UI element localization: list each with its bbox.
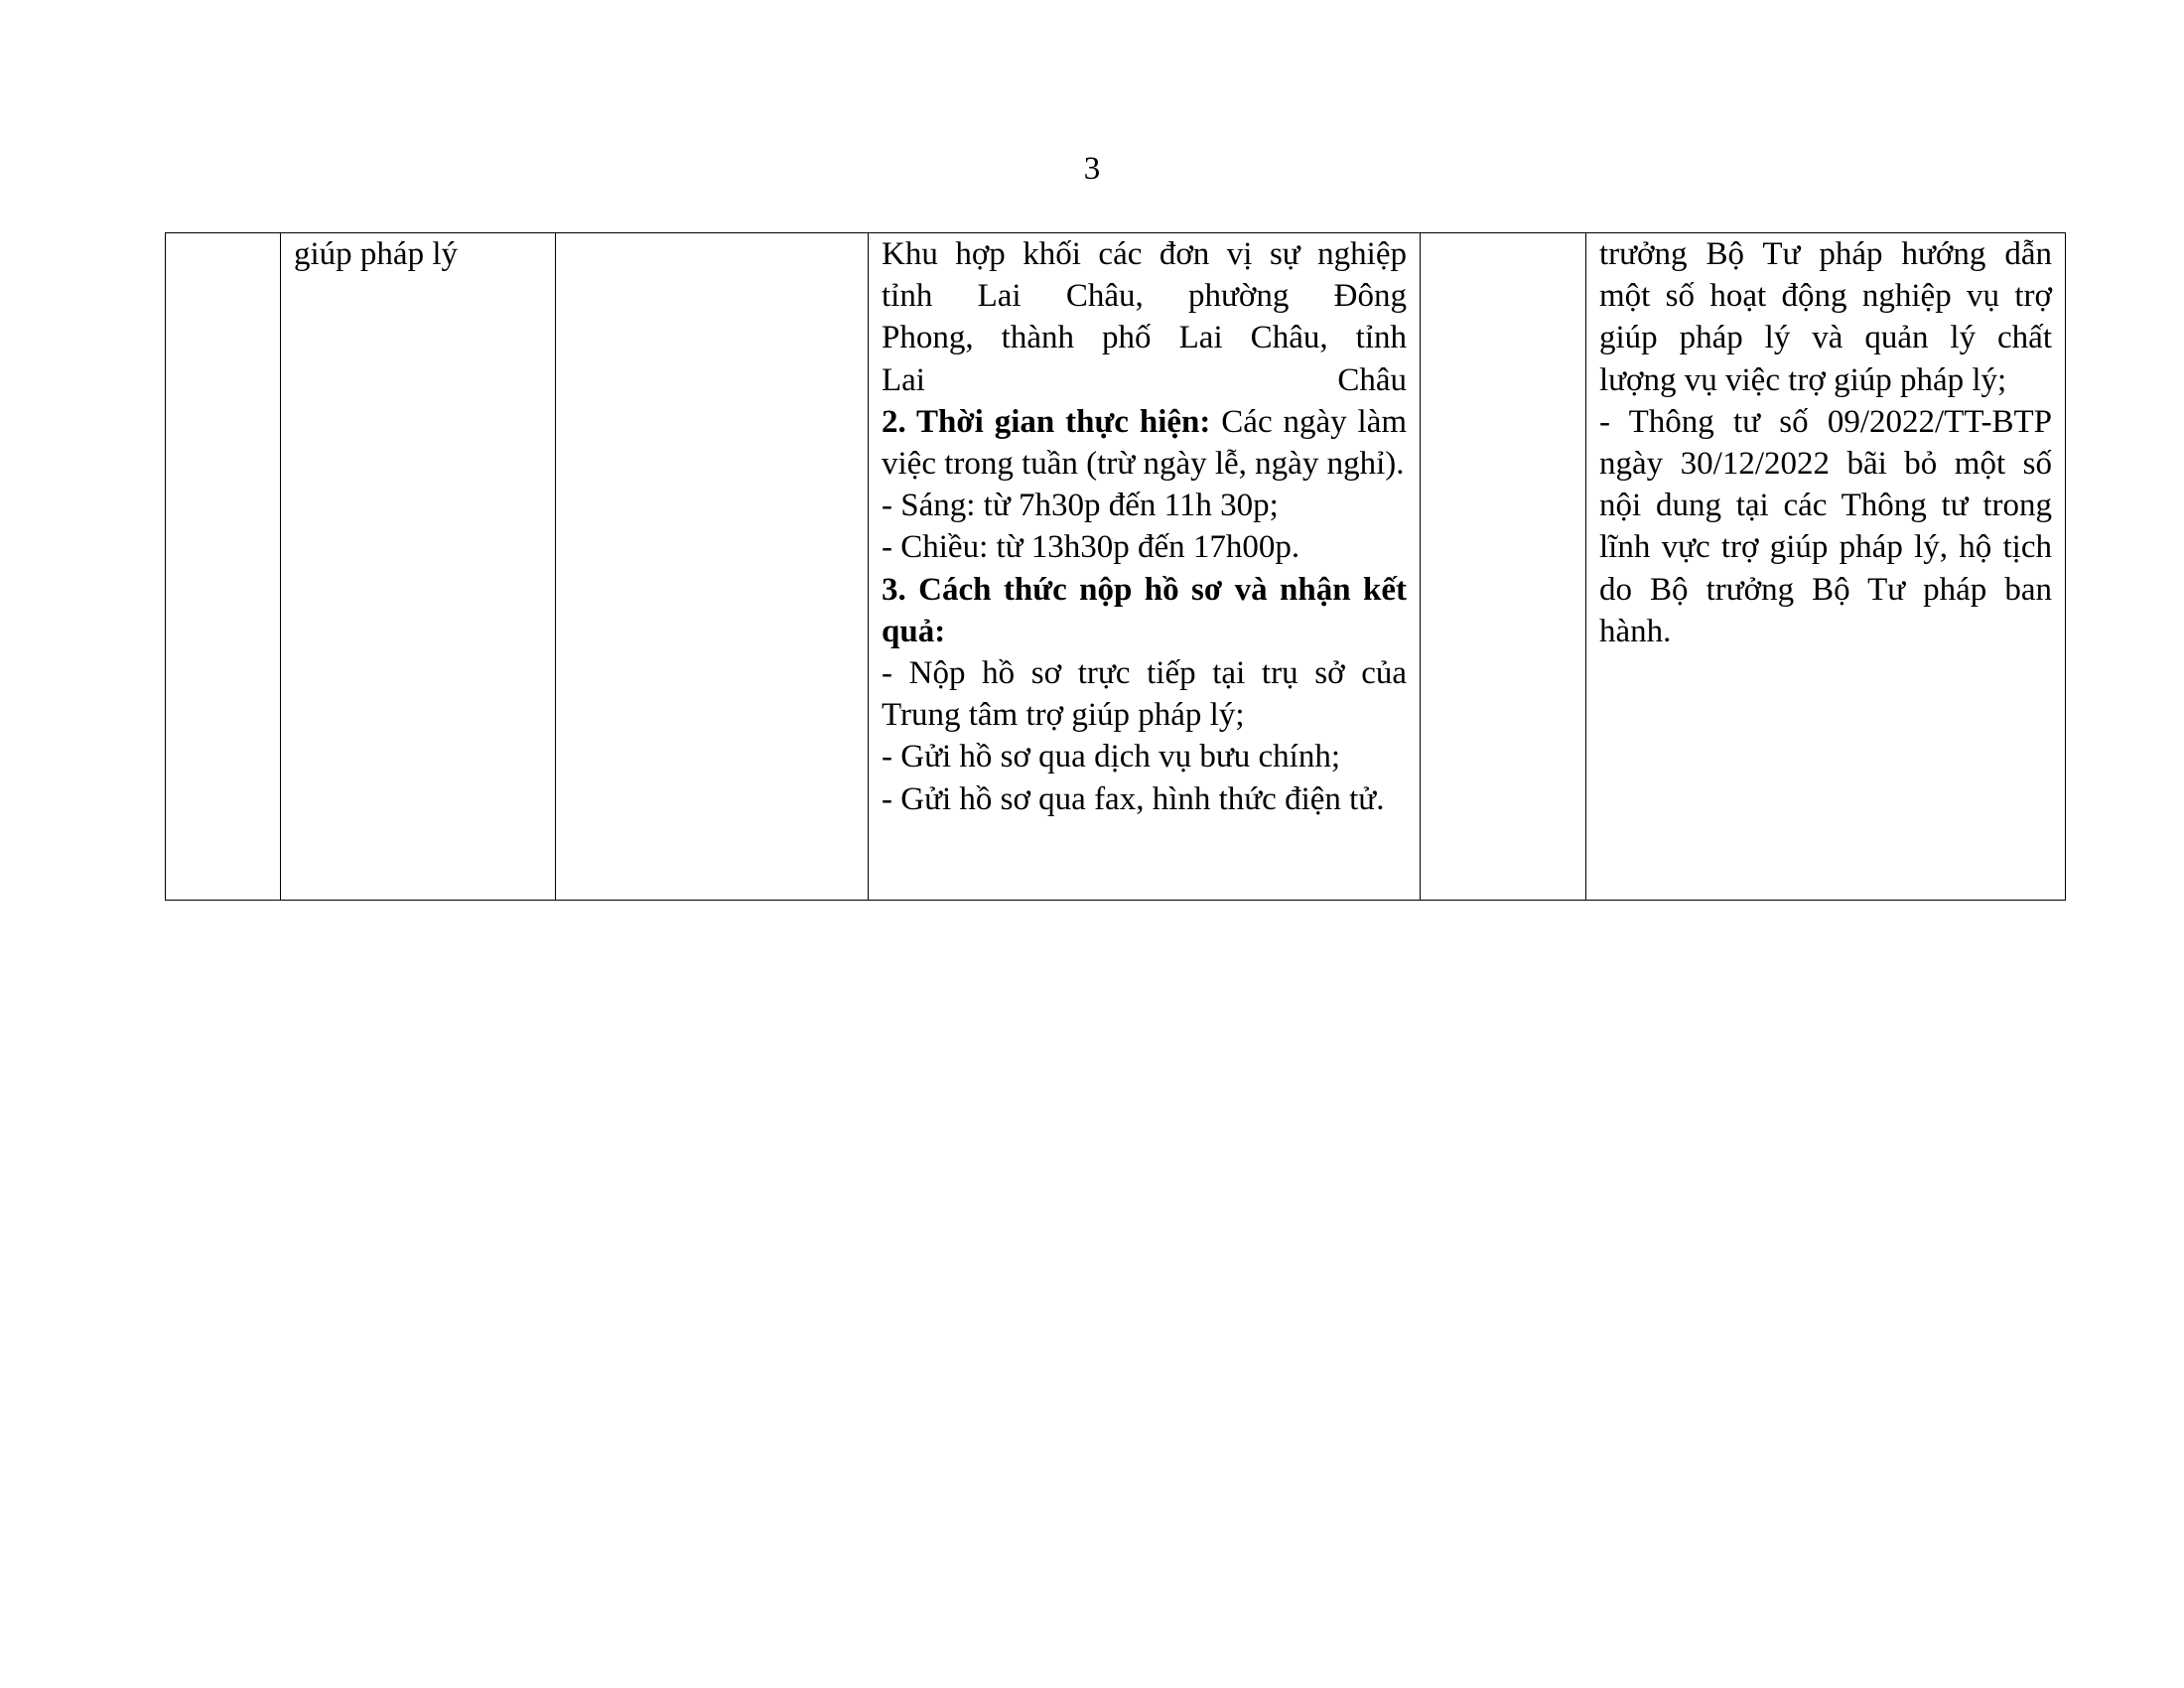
address-line-1: Khu hợp khối các đơn vị sự nghiệp xyxy=(882,236,1407,272)
method-heading-text: 3. Cách thức nộp hồ sơ và nhận kết quả: xyxy=(882,571,1407,649)
method-item-3: - Gửi hồ sơ qua fax, hình thức điện tử. xyxy=(882,780,1385,817)
page-number: 3 xyxy=(1083,151,1101,187)
time-section xyxy=(882,401,1407,485)
legal-basis-para-2: - Thông tư số 09/2022/TT-BTP ngày 30/12/2022 bãi bỏ một số nội dung tại các Thông tư trong lĩnh vực trợ giúp pháp lý, hộ tịch do Bộ trưởng Bộ Tư pháp ban hành. xyxy=(1599,403,2052,649)
procedure-table xyxy=(165,232,2066,901)
time-text: Các ngày làm việc trong tuần (trừ ngày lễ, ngày nghỉ). xyxy=(882,403,1408,483)
morning-hours: - Sáng: từ 7h30p đến 11h 30p; xyxy=(882,488,1279,524)
legal-basis-para-1: trưởng Bộ Tư pháp hướng dẫn một số hoạt động nghiệp vụ trợ giúp pháp lý và quản lý chất lượng vụ việc trợ giúp pháp lý; xyxy=(1599,236,2052,398)
method-heading xyxy=(882,569,1407,652)
cell-legal-basis xyxy=(1586,233,2066,901)
address-line-4: Lai Châu xyxy=(882,361,1407,398)
cell-index xyxy=(166,233,281,901)
time-heading: 2. Thời gian thực hiện: xyxy=(882,403,1211,440)
method-item-2: - Gửi hồ sơ qua dịch vụ bưu chính; xyxy=(882,739,1340,775)
method-item-1: - Nộp hồ sơ trực tiếp tại trụ sở của Trung tâm trợ giúp pháp lý; xyxy=(882,655,1407,734)
table-row xyxy=(166,233,2066,901)
cell-empty-2 xyxy=(1421,233,1586,901)
cell-empty xyxy=(556,233,869,901)
cell-implementation-details xyxy=(869,233,1421,901)
address-line-2: tỉnh Lai Châu, phường Đông xyxy=(882,278,1407,315)
afternoon-hours: - Chiều: từ 13h30p đến 17h00p. xyxy=(882,529,1300,566)
cell-procedure-name xyxy=(281,233,556,901)
address-line-3: Phong, thành phố Lai Châu, tỉnh xyxy=(882,320,1407,356)
procedure-name-text: giúp pháp lý xyxy=(294,236,458,272)
